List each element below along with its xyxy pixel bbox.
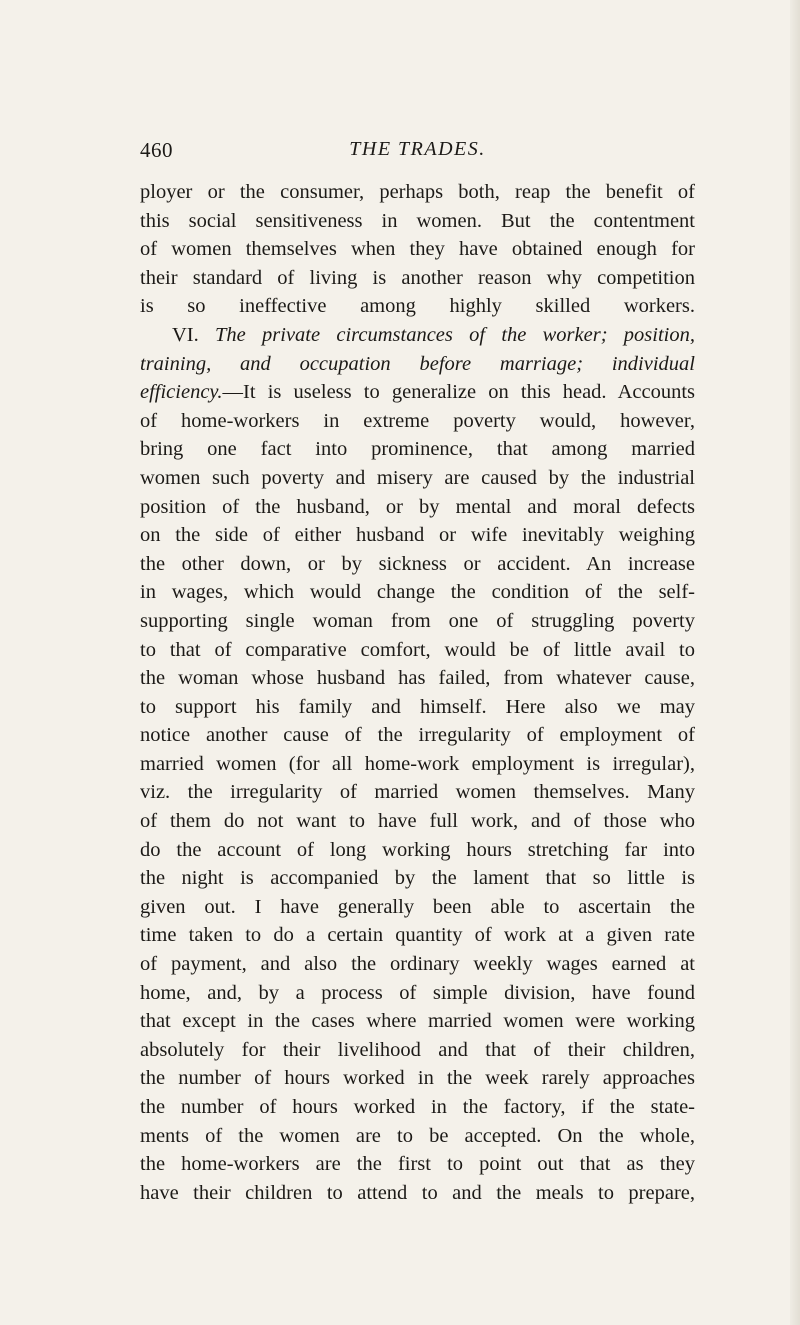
section-number: VI. — [172, 323, 216, 346]
text-line: position of the husband, or by mental and moral defects — [140, 495, 695, 518]
page-edge — [790, 0, 800, 1325]
text-line — [140, 378, 695, 407]
text-line — [140, 350, 695, 379]
text-line: ments of the women are to be accepted. On the whole, — [140, 1124, 695, 1147]
page-number: 460 — [140, 138, 173, 162]
running-head: THE TRADES. — [349, 138, 486, 160]
text-line: given out. I have generally been able to ascertain the — [140, 895, 695, 918]
text-line: the number of hours worked in the factory, if the state- — [140, 1096, 695, 1118]
text-line: time taken to do a certain quantity of work at a given rate — [140, 924, 695, 947]
text-line: on the side of either husband or wife inevitably weighing — [140, 524, 695, 547]
text-line: of women themselves when they have obtained enough for — [140, 238, 695, 261]
text-line: of home-workers in extreme poverty would, however, — [140, 409, 695, 432]
italic-heading-text: efficiency. — [140, 381, 223, 404]
text-line: their standard of living is another reason why competition — [140, 266, 695, 289]
text-line: the number of hours worked in the week rarely approaches — [140, 1067, 695, 1090]
text-line: is so ineffective among highly skilled workers. — [140, 295, 695, 318]
text-line: of payment, and also the ordinary weekly wages earned at — [140, 953, 695, 976]
italic-heading-text: training, and occupation before marriage; individual — [140, 352, 695, 375]
text-line: absolutely for their livelihood and that of their children, — [140, 1038, 695, 1061]
text-line: of them do not want to have full work, and of those who — [140, 810, 695, 833]
text-line: supporting single woman from one of struggling poverty — [140, 609, 695, 632]
text-line: the other down, or by sickness or accident. An increase — [140, 552, 695, 575]
text-line: the home-workers are the first to point out that as they — [140, 1153, 695, 1176]
text-line — [140, 321, 695, 350]
text-line: married women (for all home-work employment is irregular), — [140, 752, 695, 775]
text-line: do the account of long working hours stretching far into — [140, 838, 695, 861]
text-line: notice another cause of the irregularity of employment of — [140, 724, 695, 747]
text-line: this social sensitiveness in women. But the contentment — [140, 209, 695, 232]
text-line: viz. the irregularity of married women themselves. Many — [140, 781, 695, 804]
line-text: —It is useless to generalize on this head. Accounts — [222, 381, 695, 404]
text-line: have their children to attend to and the meals to prepare, — [140, 1181, 695, 1204]
page-header — [140, 132, 695, 166]
text-line: the night is accompanied by the lament that so little is — [140, 867, 695, 890]
text-line: that except in the cases where married women were working — [140, 1010, 695, 1033]
text-line: bring one fact into prominence, that among married — [140, 438, 695, 461]
body-text — [140, 178, 695, 1207]
text-line: ployer or the consumer, perhaps both, reap the benefit of — [140, 181, 695, 203]
text-line: to that of comparative comfort, would be of little avail to — [140, 638, 695, 661]
text-line: in wages, which would change the condition of the self- — [140, 581, 695, 604]
text-line: the woman whose husband has failed, from whatever cause, — [140, 667, 695, 690]
text-line: to support his family and himself. Here also we may — [140, 695, 695, 718]
text-line: women such poverty and misery are caused by the industrial — [140, 466, 695, 489]
text-line: home, and, by a process of simple division, have found — [140, 981, 695, 1004]
italic-heading-text: The private circumstances of the worker; position, — [215, 323, 695, 346]
